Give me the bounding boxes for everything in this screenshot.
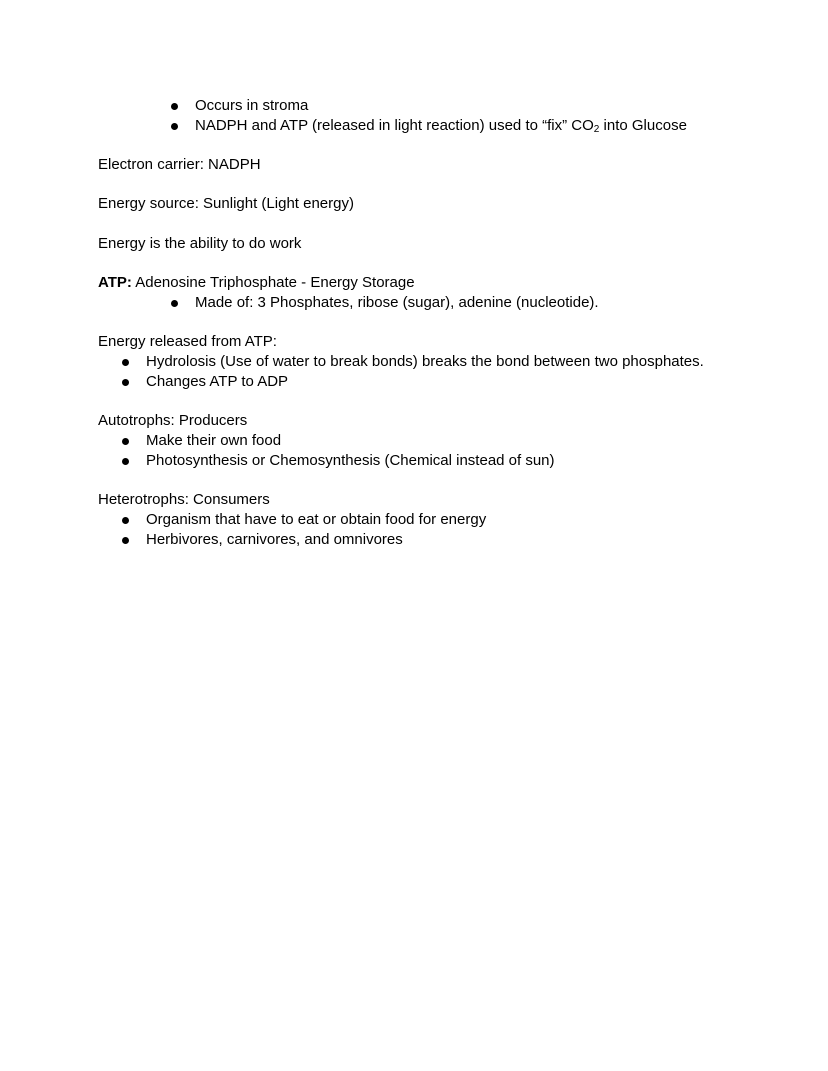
list-item-text: Herbivores, carnivores, and omnivores xyxy=(146,531,403,548)
bullet-icon xyxy=(122,359,129,366)
list-item-text: Changes ATP to ADP xyxy=(146,373,289,390)
list-item-text: Occurs in stroma xyxy=(195,97,309,114)
list-item-text: Photosynthesis or Chemosynthesis (Chemical instead of sun) xyxy=(146,452,555,469)
list-item xyxy=(146,372,288,392)
electron-carrier-text: Electron carrier: NADPH xyxy=(98,156,261,173)
list-item xyxy=(195,96,308,116)
bullet-icon xyxy=(122,438,129,445)
list-item-text: Organism that have to eat or obtain food for energy xyxy=(146,511,487,528)
energy-source-text: Energy source: Sunlight (Light energy) xyxy=(98,195,354,212)
list-item-text: Hydrolosis (Use of water to break bonds) breaks the bond between two phosphates. xyxy=(146,353,704,370)
energy-released-heading: Energy released from ATP: xyxy=(98,333,277,350)
list-item xyxy=(146,510,486,530)
bullet-icon xyxy=(122,379,129,386)
list-item xyxy=(146,530,403,550)
bullet-icon xyxy=(171,300,178,307)
list-item-text: Make their own food xyxy=(146,432,282,449)
bullet-icon xyxy=(122,517,129,524)
list-item-text-continued: into Glucose xyxy=(599,117,687,134)
list-item xyxy=(195,116,687,136)
list-item xyxy=(146,352,704,372)
autotrophs-heading: Autotrophs: Producers xyxy=(98,412,248,429)
energy-definition-text: Energy is the ability to do work xyxy=(98,235,302,252)
bullet-icon xyxy=(122,537,129,544)
list-item xyxy=(146,451,555,471)
list-item xyxy=(146,431,281,451)
bullet-icon xyxy=(171,123,178,130)
bullet-icon xyxy=(122,458,129,465)
subscript-text: 2 xyxy=(593,124,600,135)
atp-description: Adenosine Triphosphate - Energy Storage xyxy=(131,274,415,291)
atp-label: ATP: xyxy=(98,274,132,291)
atp-heading xyxy=(98,273,415,293)
list-item-text: Made of: 3 Phosphates, ribose (sugar), adenine (nucleotide). xyxy=(195,294,599,311)
list-item-text: NADPH and ATP (released in light reaction) used to “fix” CO xyxy=(195,117,594,134)
heterotrophs-heading: Heterotrophs: Consumers xyxy=(98,491,270,508)
bullet-icon xyxy=(171,103,178,110)
list-item xyxy=(195,293,599,313)
